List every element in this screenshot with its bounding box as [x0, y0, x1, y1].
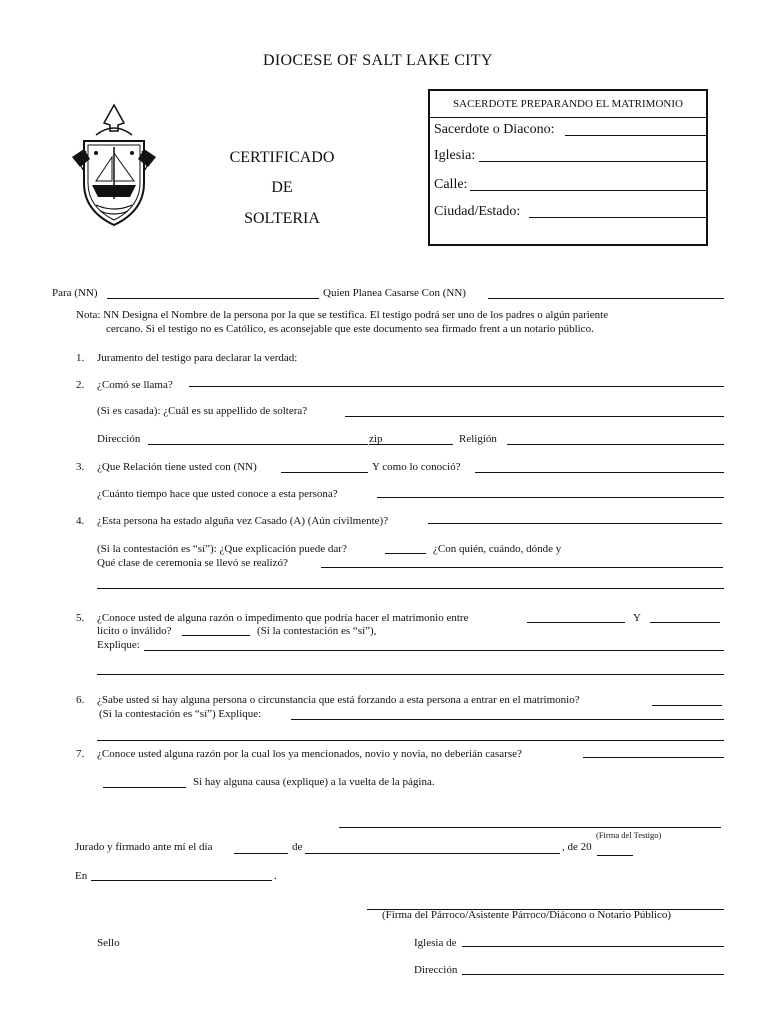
q5-line2b: (Si la contestación es “sí”),	[257, 625, 377, 637]
pastor-church-field[interactable]	[462, 946, 724, 947]
q3-relation-field[interactable]	[281, 472, 368, 473]
para-field[interactable]	[107, 298, 319, 299]
page-title: DIOCESE OF SALT LAKE CITY	[263, 52, 493, 69]
quien-label: Quien Planea Casarse Con (NN)	[323, 287, 466, 299]
q4-ceremony-field[interactable]	[321, 567, 723, 568]
sworn-year-field[interactable]	[597, 855, 633, 856]
church-field[interactable]	[479, 161, 708, 162]
q3-met-label: Y como lo conoció?	[372, 461, 461, 473]
q6-line2: (Si la contestación es “sí”) Explique:	[99, 708, 262, 720]
q2-religion-label: Religión	[459, 433, 497, 445]
witness-signature-line[interactable]	[339, 827, 721, 828]
q5-extra-line[interactable]	[97, 674, 724, 675]
street-label: Calle:	[434, 177, 468, 192]
certificate-title-line2: DE	[271, 179, 293, 196]
q2-religion-field[interactable]	[507, 444, 724, 445]
sworn-day-field[interactable]	[234, 853, 288, 854]
sworn-year-label: , de 20	[562, 841, 592, 853]
q5-y-label: Y	[633, 612, 641, 624]
sworn-de-label: de	[292, 841, 303, 853]
q7-number: 7.	[76, 748, 85, 760]
diocese-crest-icon	[66, 101, 162, 229]
priest-box-heading: SACERDOTE PREPARANDO EL MATRIMONIO	[430, 91, 706, 118]
q4-married-field[interactable]	[428, 523, 722, 524]
q2-address-field[interactable]	[148, 444, 368, 445]
pastor-address-field[interactable]	[462, 974, 724, 975]
q7-line1: ¿Conoce usted alguna razón por la cual los ya mencionados, novio y novia, no deberián casarse?	[97, 748, 522, 760]
city-state-field[interactable]	[529, 217, 708, 218]
en-dot: .	[274, 870, 277, 882]
q7-answer-field[interactable]	[583, 757, 724, 758]
q1-number: 1.	[76, 352, 85, 364]
q5-explain-field[interactable]	[144, 650, 724, 651]
q3-how-long-label: ¿Cuánto tiempo hace que usted conoce a esta persona?	[97, 488, 338, 500]
q7-line2: Si hay alguna causa (explique) a la vuelta de la página.	[193, 776, 435, 788]
q2-maiden-field[interactable]	[345, 416, 724, 417]
pastor-signature-label: (Firma del Párroco/Asistente Párroco/Diácono o Notario Público)	[382, 909, 671, 921]
pastor-church-label: Iglesia de	[414, 937, 457, 949]
q5-line1: ¿Conoce usted de alguna razón o impedimento que podría hacer el matrimonio entre	[97, 612, 469, 624]
sworn-month-field[interactable]	[305, 853, 560, 854]
q6-answer-field[interactable]	[652, 705, 722, 706]
q2-zip-field[interactable]	[369, 444, 453, 445]
q1-text: Juramento del testigo para declarar la verdad:	[97, 352, 298, 364]
pastor-address-label: Dirección	[414, 964, 458, 976]
q2-number: 2.	[76, 379, 85, 391]
quien-field[interactable]	[488, 298, 724, 299]
sworn-label: Jurado y firmado ante mí el día	[75, 841, 213, 853]
priest-label: Sacerdote o Diacono:	[434, 122, 555, 137]
q7-cause-field[interactable]	[103, 787, 186, 788]
q4-married-label: ¿Esta persona ha estado alguña vez Casado (A) (Aún civilmente)?	[97, 515, 389, 527]
q6-explain-field[interactable]	[291, 719, 724, 720]
q2-address-label: Dirección	[97, 433, 141, 445]
q4-if-yes-label: (Si la contestación es “sí”): ¿Que explicación puede dar?	[97, 543, 347, 555]
q6-number: 6.	[76, 694, 85, 706]
note-line2: cercano. Si el testigo no es Católico, es aconsejable que este documento sea firmado frent a un notario público.	[106, 323, 594, 335]
q5-number: 5.	[76, 612, 85, 624]
q4-with-whom-label: ¿Con quién, cuándo, dónde y	[433, 543, 562, 555]
q3-met-field[interactable]	[475, 472, 724, 473]
city-state-label: Ciudad/Estado:	[434, 204, 521, 219]
seal-label: Sello	[97, 937, 120, 949]
q4-explanation-field[interactable]	[385, 553, 426, 554]
q6-extra-line[interactable]	[97, 740, 724, 741]
church-label: Iglesia:	[434, 148, 476, 163]
q2-zip-label: zip	[369, 433, 383, 445]
q5-party1-field[interactable]	[527, 622, 625, 623]
q4-ceremony-label: Qué clase de ceremonia se llevó se realizó?	[97, 557, 288, 569]
q5-line2a: lícito o inválido?	[97, 625, 172, 637]
priest-field[interactable]	[565, 135, 708, 136]
en-field[interactable]	[91, 880, 272, 881]
certificate-title-line3: SOLTERIA	[244, 210, 320, 227]
q5-explain-label: Explique:	[97, 639, 140, 651]
q3-number: 3.	[76, 461, 85, 473]
q2-maiden-label: (Si es casada): ¿Cuál es su appellido de soltera?	[97, 405, 308, 417]
q3-relation-label: ¿Que Relación tiene usted con (NN)	[97, 461, 257, 473]
q2-name-label: ¿Comó se llama?	[97, 379, 173, 391]
q5-valid-field[interactable]	[182, 635, 250, 636]
q2-name-field[interactable]	[189, 386, 724, 387]
q6-line1: ¿Sabe usted si hay alguna persona o circunstancia que está forzando a esta persona a entrar en el matrimonio?	[97, 694, 580, 706]
priest-preparing-box	[428, 89, 708, 246]
q4-extra-line[interactable]	[97, 588, 724, 589]
q4-number: 4.	[76, 515, 85, 527]
street-field[interactable]	[470, 190, 708, 191]
q3-how-long-field[interactable]	[377, 497, 724, 498]
note-line1: Nota: NN Designa el Nombre de la persona por la que se testifica. El testigo podrá ser uno de los padres o algún pariente	[76, 309, 609, 321]
q5-party2-field[interactable]	[650, 622, 720, 623]
en-label: En	[75, 870, 88, 882]
para-label: Para (NN)	[52, 287, 98, 299]
certificate-title-line1: CERTIFICADO	[229, 149, 335, 166]
witness-signature-label: (Firma del Testigo)	[596, 830, 662, 840]
